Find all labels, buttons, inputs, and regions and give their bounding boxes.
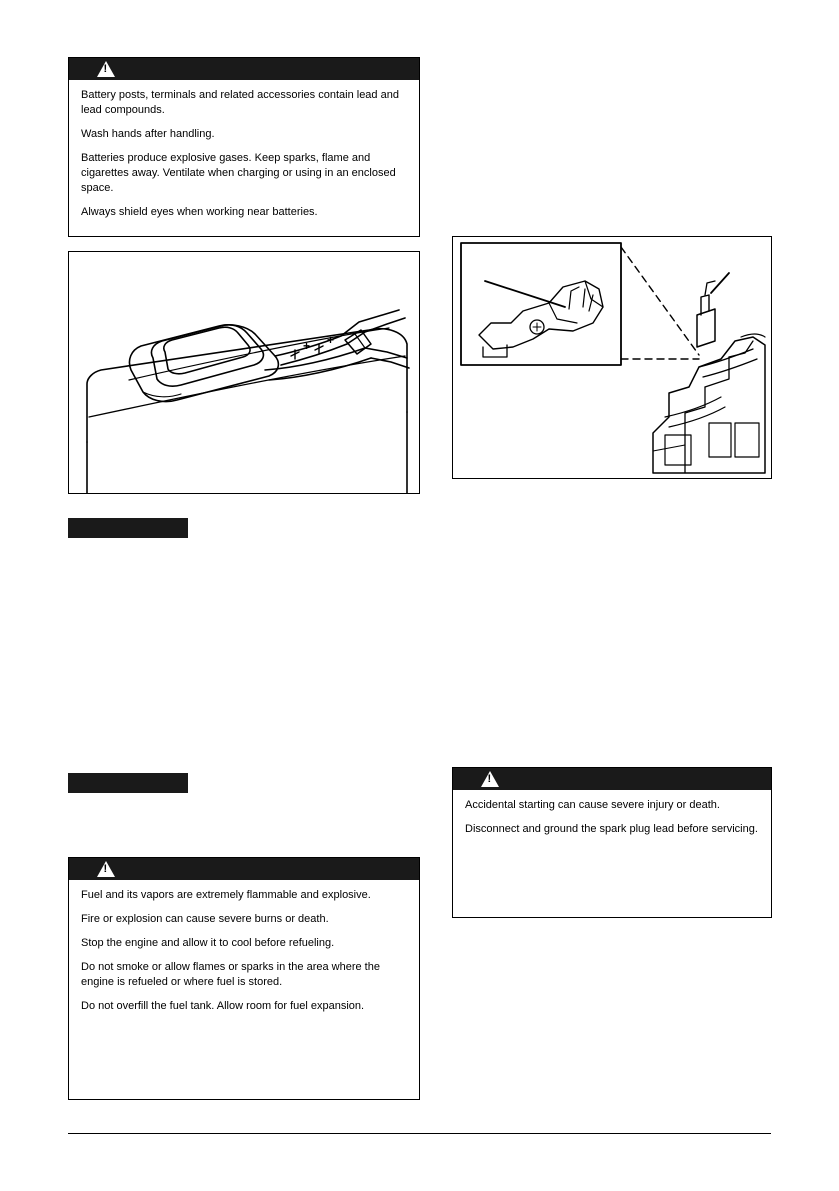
- warning-box-battery: [68, 57, 420, 237]
- warning-text: [69, 880, 419, 1024]
- battery-illustration: [69, 252, 420, 494]
- footer-divider: [68, 1133, 771, 1134]
- warning-header: [69, 858, 419, 880]
- warning-paragraph: Do not overfill the fuel tank. Allow room for fuel expansion.: [81, 1000, 365, 1012]
- warning-paragraph: Fuel and its vapors are extremely flammable and explosive.: [81, 889, 371, 901]
- warning-paragraph: Disconnect and ground the spark plug lead before servicing.: [465, 823, 758, 835]
- warning-triangle-icon: [481, 771, 499, 787]
- section-heading-bar-1: [68, 518, 188, 538]
- warning-paragraph: Always shield eyes when working near batteries.: [81, 206, 318, 218]
- warning-header: [453, 768, 771, 790]
- battery-connection-figure: [68, 251, 420, 494]
- warning-box-fuel: [68, 857, 420, 1100]
- body-text-block-1: [68, 548, 420, 558]
- warning-text: [453, 790, 771, 847]
- warning-triangle-icon: [97, 61, 115, 77]
- section-heading-bar-2: [68, 773, 188, 793]
- warning-paragraph: Battery posts, terminals and related accessories contain lead and lead compounds.: [81, 89, 399, 116]
- warning-header: [69, 58, 419, 80]
- engine-detail-figure: [452, 236, 772, 479]
- warning-paragraph: Do not smoke or allow flames or sparks in the area where the engine is refueled or where fuel is stored.: [81, 961, 380, 988]
- warning-paragraph: Batteries produce explosive gases. Keep sparks, flame and cigarettes away. Ventilate when charging or using in an enclosed space.: [81, 152, 396, 194]
- warning-paragraph: Fire or explosion can cause severe burns or death.: [81, 913, 329, 925]
- warning-paragraph: Wash hands after handling.: [81, 128, 215, 140]
- warning-text: [69, 80, 419, 230]
- plus-callout: +: [327, 333, 335, 347]
- warning-paragraph: Stop the engine and allow it to cool before refueling.: [81, 937, 335, 949]
- engine-illustration: [453, 237, 772, 479]
- warning-paragraph: Accidental starting can cause severe injury or death.: [465, 799, 720, 811]
- warning-triangle-icon: [97, 861, 115, 877]
- plus-callout: +: [303, 339, 311, 353]
- warning-box-starting: [452, 767, 772, 918]
